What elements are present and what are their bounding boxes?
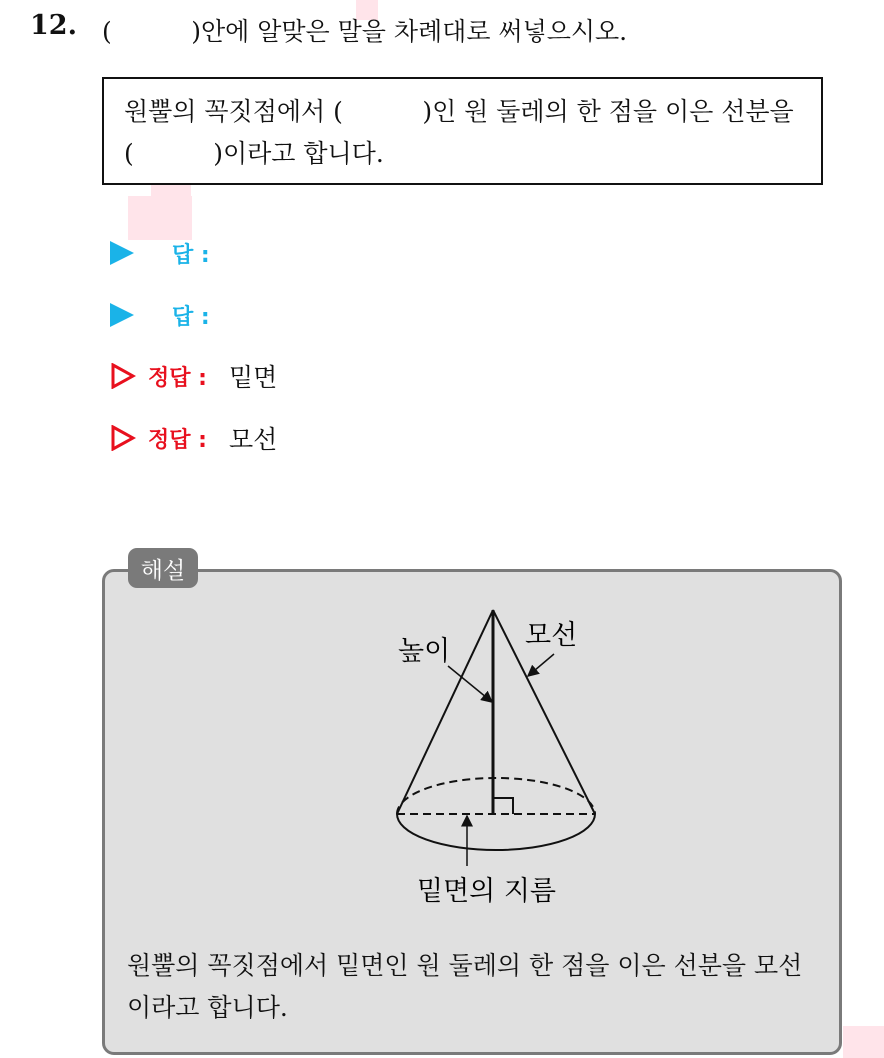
answer-row-2[interactable] xyxy=(110,298,232,332)
base-front-arc xyxy=(397,814,595,850)
explanation-line: 이라고 합니다. xyxy=(127,993,288,1022)
question-number: 12. xyxy=(30,10,77,41)
generatrix-pointer xyxy=(528,654,554,676)
play-arrow-icon xyxy=(110,241,134,265)
correct-value: 밑면 xyxy=(228,363,278,392)
statement-line: 원뿔의 꼭짓점에서 ( )인 원 둘레의 한 점을 이은 선분을 xyxy=(124,97,794,126)
base-diameter-label: 밑면의 지름 xyxy=(417,876,556,907)
highlight-mark xyxy=(128,196,192,240)
base-back-arc xyxy=(397,778,595,814)
statement-box xyxy=(102,77,823,185)
correct-value: 모선 xyxy=(228,425,278,454)
explanation-text xyxy=(127,945,802,1029)
cone-diagram xyxy=(380,600,620,920)
correct-answer-row-1 xyxy=(110,359,277,393)
explanation-line: 원뿔의 꼭짓점에서 밑면인 원 둘레의 한 점을 이은 선분을 모선 xyxy=(127,951,803,980)
correct-label: 정답 : xyxy=(148,365,207,391)
correct-label: 정답 : xyxy=(148,427,207,453)
generatrix-label: 모선 xyxy=(525,620,578,651)
correct-answer-row-2 xyxy=(110,421,277,455)
question-prompt: ( )안에 알맞은 말을 차례대로 써넣으시오. xyxy=(102,17,628,46)
answer-label: 답 : xyxy=(172,242,210,268)
right-angle-mark xyxy=(493,798,513,814)
answer-label: 답 : xyxy=(172,304,210,330)
outline-arrow-icon xyxy=(110,425,136,451)
height-pointer xyxy=(448,666,492,702)
height-label: 높이 xyxy=(398,636,451,667)
explanation-tag: 해설 xyxy=(128,548,198,588)
highlight-mark xyxy=(843,1026,884,1058)
statement-line: ( )이라고 합니다. xyxy=(124,139,384,168)
play-arrow-icon xyxy=(110,303,134,327)
outline-arrow-icon xyxy=(110,363,136,389)
answer-row-1[interactable] xyxy=(110,236,232,270)
